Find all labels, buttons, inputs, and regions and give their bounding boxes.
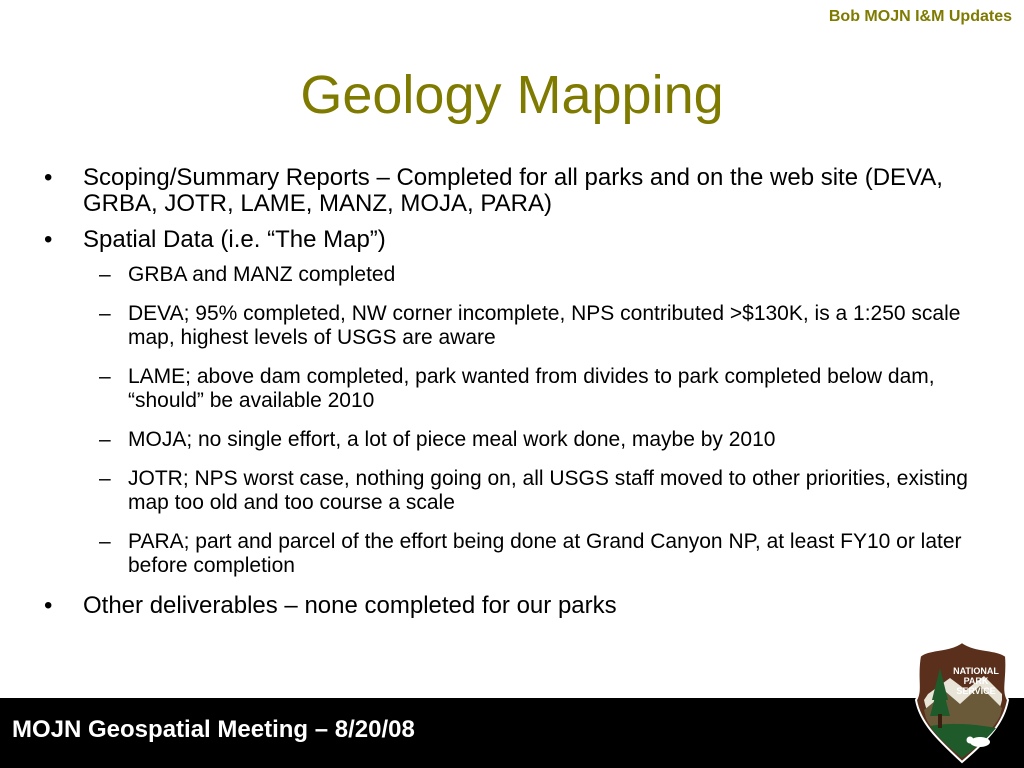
bullet-marker: •	[44, 164, 53, 191]
slide-content	[0, 165, 1000, 629]
slide-title: Geology Mapping	[300, 65, 724, 125]
subitem-text: MOJA; no single effort, a lot of piece meal work done, maybe by 2010	[128, 428, 776, 451]
dash-marker: –	[99, 530, 111, 553]
dash-marker: –	[99, 263, 111, 286]
subitem-text: GRBA and MANZ completed	[128, 263, 396, 286]
subitem-grba-manz	[0, 263, 1000, 287]
bullet-text: Other deliverables – none completed for our parks	[83, 592, 617, 619]
subitem-jotr	[0, 467, 1000, 515]
subitem-text: JOTR; NPS worst case, nothing going on, all USGS staff moved to other priorities, existing map too old and too course a scale	[128, 467, 968, 514]
dash-marker: –	[99, 428, 111, 451]
nps-arrowhead-icon	[910, 638, 1014, 766]
dash-marker: –	[99, 365, 111, 388]
bullet-spatial-data	[0, 227, 1000, 253]
subitem-text: DEVA; 95% completed, NW corner incomplete, NPS contributed >$130K, is a 1:250 scale map, highest levels of USGS are aware	[128, 302, 961, 349]
logo-line-3: SERVICE	[956, 686, 996, 696]
logo-line-1: NATIONAL	[953, 666, 999, 676]
subitem-text: PARA; part and parcel of the effort being done at Grand Canyon NP, at least FY10 or later before completion	[128, 530, 962, 577]
bullet-scoping-reports	[0, 165, 1000, 217]
bullet-marker: •	[44, 592, 53, 619]
logo-line-2: PARK	[963, 676, 989, 686]
footer-text: MOJN Geospatial Meeting – 8/20/08	[12, 716, 415, 743]
subitem-lame	[0, 365, 1000, 413]
corner-label: Bob MOJN I&M Updates	[828, 8, 1012, 25]
bullet-marker: •	[44, 226, 53, 253]
subitem-text: LAME; above dam completed, park wanted from divides to park completed below dam, “should” be available 2010	[128, 365, 935, 412]
dash-marker: –	[99, 302, 111, 325]
bullet-text: Spatial Data (i.e. “The Map”)	[83, 226, 386, 253]
subitem-deva	[0, 302, 1000, 350]
bullet-other-deliverables	[0, 593, 1000, 619]
dash-marker: –	[99, 467, 111, 490]
spatial-data-sublist	[0, 263, 1000, 578]
subitem-moja	[0, 428, 1000, 452]
subitem-para	[0, 530, 1000, 578]
bullet-text: Scoping/Summary Reports – Completed for all parks and on the web site (DEVA, GRBA, JOTR, LAME, MANZ, MOJA, PARA)	[83, 164, 943, 217]
